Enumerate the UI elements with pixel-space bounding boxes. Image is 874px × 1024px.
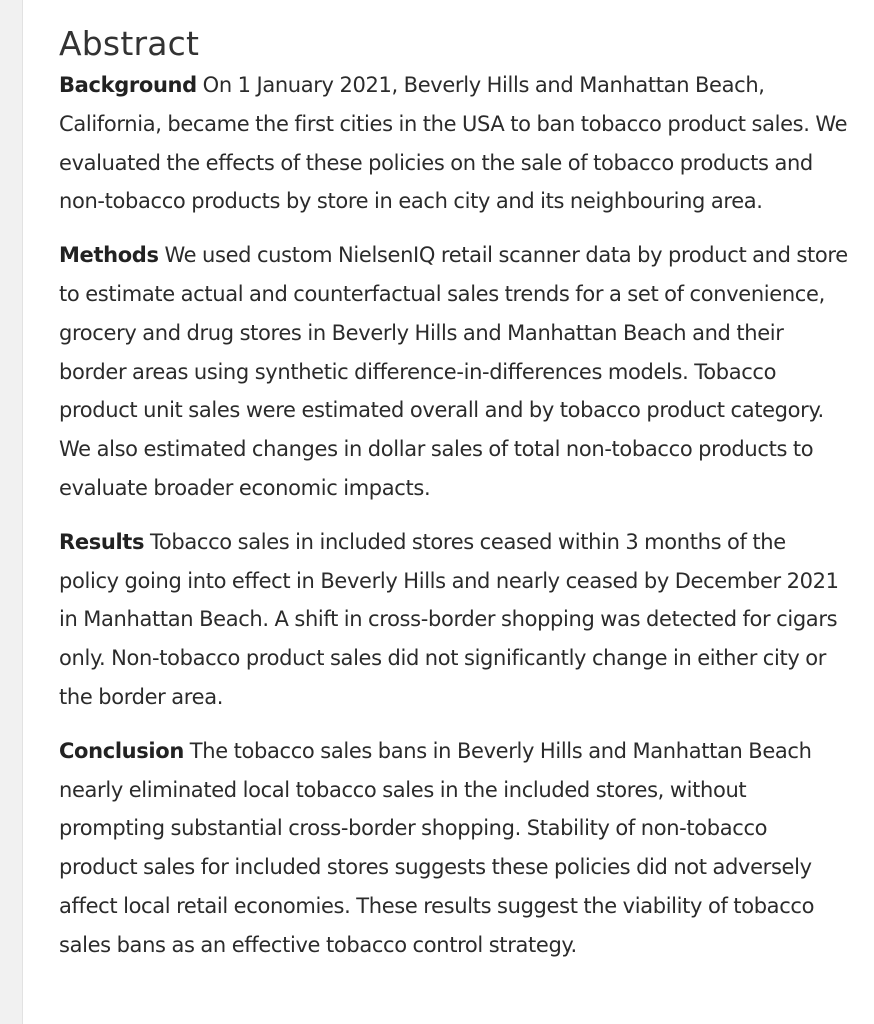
background-text: On 1 January 2021, Beverly Hills and Manhattan Beach, California, became the first cities in the USA to ban tobacco product sales. We evaluated the effects of these policies on the sale of tobacco products and non-tobacco products by store in each city and its neighbouring area.	[59, 73, 848, 214]
background-label: Background	[59, 73, 197, 97]
abstract-heading: Abstract	[59, 24, 200, 63]
methods-label: Methods	[59, 243, 159, 268]
results-label: Results	[59, 529, 145, 554]
abstract-methods-paragraph	[59, 236, 849, 508]
abstract-section	[59, 22, 849, 980]
methods-text: We used custom NielsenIQ retail scanner data by product and store to estimate actual and counterfactual sales trends for a set of convenience, grocery and drug stores in Beverly Hills and Manhattan Beach and their border areas using synthetic difference-in-differences models. Tobacco product unit sales were estimated overall and by tobacco product category. We also estimated changes in dollar sales of total non-tobacco products to evaluate broader economic impacts.	[59, 243, 848, 500]
results-text: Tobacco sales in included stores ceased within 3 months of the policy going into effect in Beverly Hills and nearly ceased by December 2021 in Manhattan Beach. A shift in cross-border shopping was detected for cigars only. Non-tobacco product sales did not significantly change in either city or the border area.	[59, 529, 839, 709]
left-gutter	[0, 0, 23, 1024]
abstract-conclusion-paragraph	[59, 732, 849, 965]
conclusion-text: The tobacco sales bans in Beverly Hills and Manhattan Beach nearly eliminated local tobacco sales in the included stores, without prompting substantial cross-border shopping. Stability of non-tobacco product sales for included stores suggests these policies did not adversely affect local retail economies. These results suggest the viability of tobacco sales bans as an effective tobacco control strategy.	[59, 738, 815, 957]
abstract-results-paragraph	[59, 523, 849, 717]
abstract-background-paragraph	[59, 66, 849, 221]
conclusion-label: Conclusion	[59, 738, 184, 763]
